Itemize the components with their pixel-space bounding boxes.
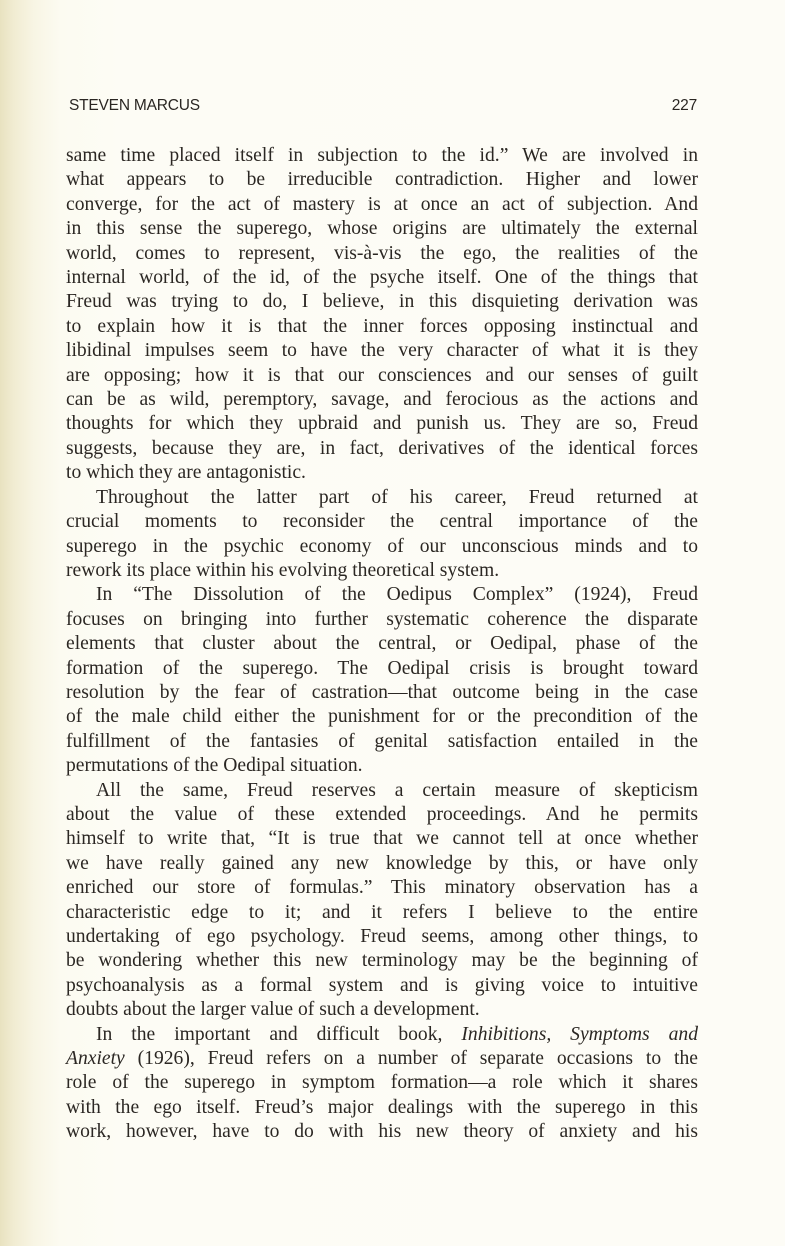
paragraph (66, 144, 698, 486)
text-line: same time placed itself in subjection to the id.” We are involved in (66, 145, 698, 166)
text-line: permutations of the Oedipal situation. (66, 755, 363, 777)
text-line: suggests, because they are, in fact, derivatives of the identical forces (66, 437, 698, 459)
text-line: himself to write that, “It is true that we cannot tell at once whether (66, 828, 698, 850)
running-head (69, 97, 697, 115)
text-line: characteristic edge to it; and it refers I believe to the entire (66, 901, 698, 923)
paragraph (66, 779, 698, 1023)
text-segment: In the important and difficult book, (96, 1023, 462, 1045)
text-line (66, 1023, 698, 1047)
text-line: resolution by the fear of castration—that outcome being in the case (66, 681, 698, 703)
text-line: All the same, Freud reserves a certain measure of skepticism (96, 779, 698, 801)
text-line: world, comes to represent, vis-à-vis the ego, the realities of the (66, 242, 698, 264)
paragraph (66, 486, 698, 584)
text-line: of the male child either the punishment for or the precondition of the (66, 706, 698, 728)
text-line: crucial moments to reconsider the central importance of the (66, 511, 698, 533)
text-segment: (1926), Freud refers on a number of separate occasions to the (124, 1048, 698, 1070)
text-line: to which they are antagonistic. (66, 462, 306, 484)
text-line: internal world, of the id, of the psyche itself. One of the things that (66, 267, 698, 289)
text-line: psychoanalysis as a formal system and is giving voice to intuitive (66, 974, 698, 996)
paragraph (66, 1023, 698, 1145)
text-line: enriched our store of formulas.” This minatory observation has a (66, 877, 698, 899)
text-line: role of the superego in symptom formation—a role which it shares (66, 1072, 698, 1094)
text-line: to explain how it is that the inner forces opposing instinctual and (66, 315, 698, 337)
text-line: formation of the superego. The Oedipal crisis is brought toward (66, 657, 698, 679)
text-line: in this sense the superego, whose origins are ultimately the external (66, 218, 698, 240)
text-line: thoughts for which they upbraid and punish us. They are so, Freud (66, 413, 698, 435)
text-line: can be as wild, peremptory, savage, and ferocious as the actions and (66, 389, 698, 411)
text-line: we have really gained any new knowledge by this, or have only (66, 852, 698, 874)
text-line: In “The Dissolution of the Oedipus Complex” (1924), Freud (96, 584, 698, 606)
text-line: what appears to be irreducible contradiction. Higher and lower (66, 169, 698, 191)
text-line: libidinal impulses seem to have the very character of what it is they (66, 340, 698, 362)
text-line: Throughout the latter part of his career, Freud returned at (96, 486, 698, 508)
text-line: converge, for the act of mastery is at once an act of subjection. And (66, 193, 698, 215)
text-line: superego in the psychic economy of our unconscious minds and to (66, 535, 698, 557)
text-line: undertaking of ego psychology. Freud seems, among other things, to (66, 926, 698, 947)
text-line: are opposing; how it is that our consciences and our senses of guilt (66, 364, 698, 386)
text-line: be wondering whether this new terminology may be the beginning of (66, 950, 698, 972)
text-line: rework its place within his evolving theoretical system. (66, 559, 500, 581)
text-line: work, however, have to do with his new theory of anxiety and his (66, 1121, 698, 1143)
body-text (66, 144, 698, 1145)
book-title: Anxiety (66, 1048, 125, 1070)
text-line: elements that cluster about the central, or Oedipal, phase of the (66, 633, 698, 655)
text-line: Freud was trying to do, I believe, in this disquieting derivation was (66, 291, 698, 313)
author-name: STEVEN MARCUS (69, 97, 200, 114)
text-line: doubts about the larger value of such a development. (66, 999, 480, 1021)
text-line: focuses on bringing into further systematic coherence the disparate (66, 608, 698, 630)
book-title: Inhibitions, Symptoms and (461, 1023, 698, 1045)
text-line: fulfillment of the fantasies of genital satisfaction entailed in the (66, 730, 698, 752)
text-line: with the ego itself. Freud’s major dealings with the superego in this (66, 1096, 698, 1118)
text-line (66, 1047, 698, 1071)
paragraph (66, 583, 698, 778)
page-number: 227 (671, 97, 697, 114)
text-line: about the value of these extended proceedings. And he permits (66, 803, 698, 825)
